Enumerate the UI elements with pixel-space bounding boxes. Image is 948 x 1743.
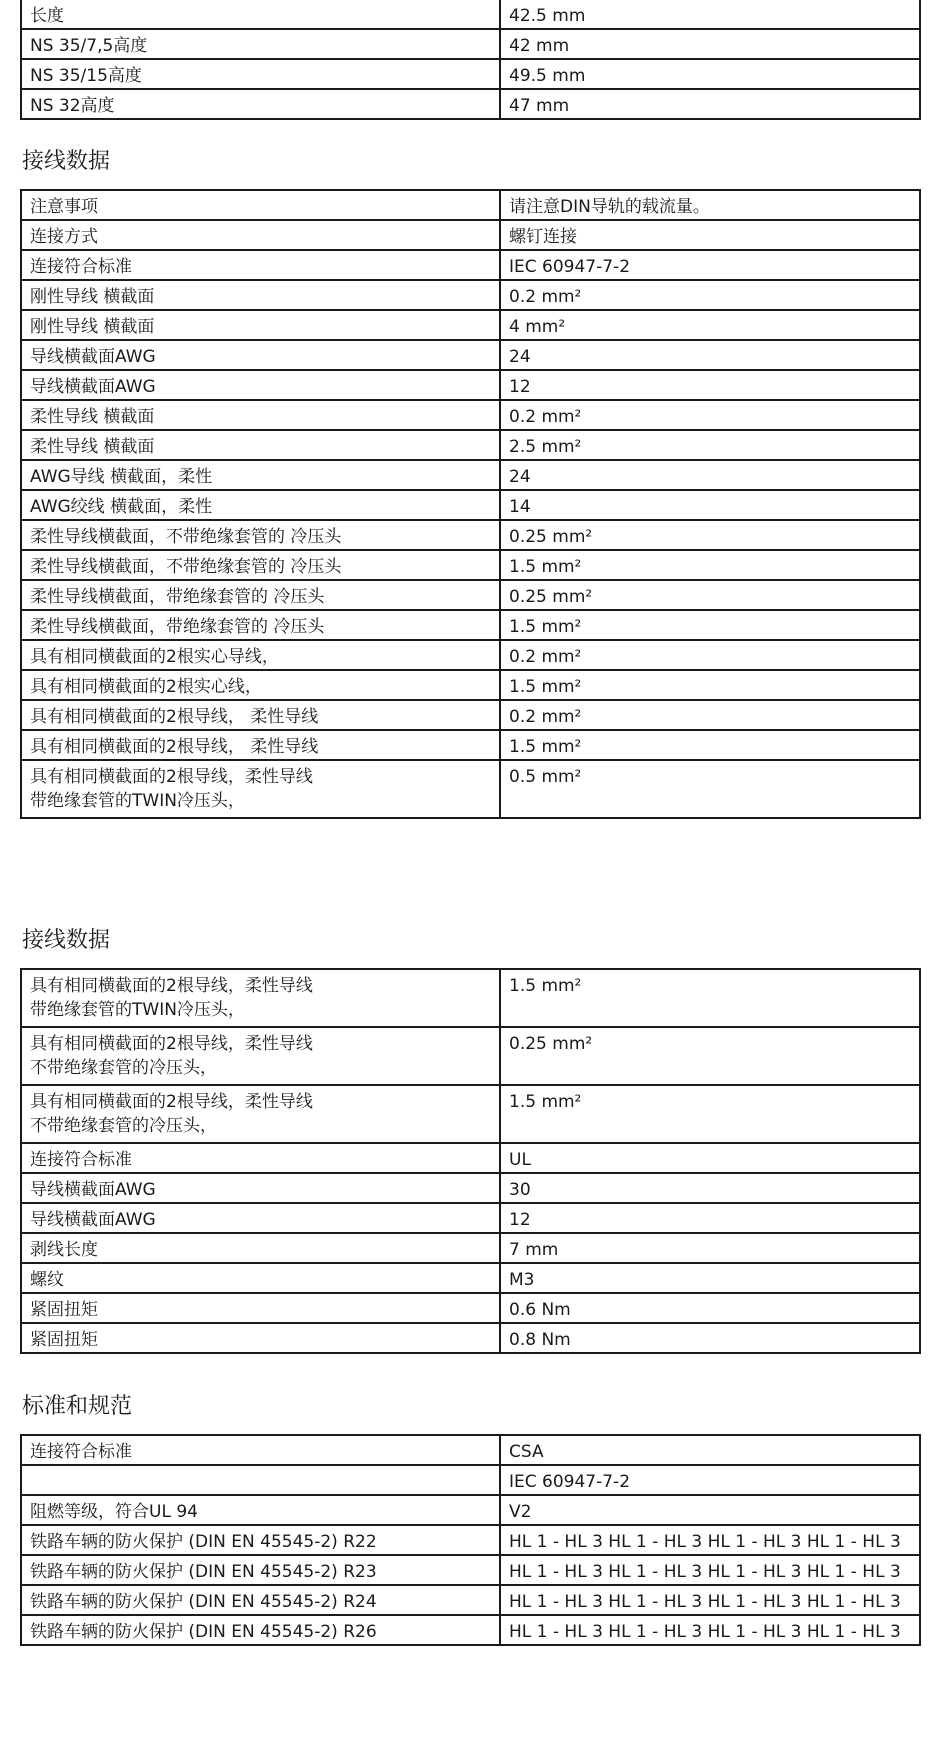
row-label: 长度 [21,0,500,29]
table-row [21,1233,920,1263]
table-row [21,520,920,550]
table-row [21,59,920,89]
row-value: 0.8 Nm [500,1323,920,1353]
row-label: 紧固扭矩 [21,1293,500,1323]
row-label: 刚性导线 横截面 [21,310,500,340]
row-label: 螺纹 [21,1263,500,1293]
row-value: 1.5 mm² [500,550,920,580]
table-row [21,29,920,59]
row-label-line-2: 带绝缘套管的TWIN冷压头， [30,1000,245,1020]
row-label-line-1: 具有相同横截面的2根导线，柔性导线 [30,1034,313,1054]
table-row [21,1495,920,1525]
row-value: 0.25 mm² [500,520,920,550]
row-value: 0.2 mm² [500,640,920,670]
table-row [21,1525,920,1555]
row-value: 1.5 mm² [500,730,920,760]
table-row [21,220,920,250]
row-value: HL 1 - HL 3 HL 1 - HL 3 HL 1 - HL 3 HL 1 - HL 3 [500,1615,920,1645]
row-value: 4 mm² [500,310,920,340]
row-value: 24 [500,340,920,370]
row-label: 导线横截面AWG [21,370,500,400]
table-row [21,670,920,700]
row-value: 0.2 mm² [500,700,920,730]
row-label: 柔性导线横截面，不带绝缘套管的 冷压头 [21,520,500,550]
row-label: 柔性导线横截面，带绝缘套管的 冷压头 [21,580,500,610]
row-label: 连接方式 [21,220,500,250]
table-row [21,400,920,430]
table-row [21,640,920,670]
row-label: 剥线长度 [21,1233,500,1263]
standards-table [20,1434,921,1646]
table-row [21,1173,920,1203]
table-row [21,550,920,580]
row-label [21,969,500,1027]
table-row [21,1465,920,1495]
row-label-line-2: 不带绝缘套管的冷压头， [30,1058,217,1078]
row-label [21,760,500,818]
row-value: 42.5 mm [500,0,920,29]
row-value: IEC 60947-7-2 [500,250,920,280]
table-row [21,280,920,310]
table-row [21,1085,920,1143]
row-value: 47 mm [500,89,920,119]
row-label: 具有相同横截面的2根导线， 柔性导线 [21,700,500,730]
table-row [21,0,920,29]
row-label: AWG导线 横截面，柔性 [21,460,500,490]
row-label-line-1: 具有相同横截面的2根导线，柔性导线 [30,1092,313,1112]
row-label: NS 35/7,5高度 [21,29,500,59]
table-row [21,1585,920,1615]
table-row [21,490,920,520]
table-row [21,190,920,220]
row-value: 0.5 mm² [500,760,920,818]
row-value: HL 1 - HL 3 HL 1 - HL 3 HL 1 - HL 3 HL 1 - HL 3 [500,1555,920,1585]
connection-data-table [20,189,921,819]
row-value: CSA [500,1435,920,1465]
row-label: 柔性导线横截面，带绝缘套管的 冷压头 [21,610,500,640]
row-label [21,1085,500,1143]
row-label-line-2: 不带绝缘套管的冷压头， [30,1116,217,1136]
row-value: M3 [500,1263,920,1293]
table-row [21,1435,920,1465]
row-label: 阻燃等级，符合UL 94 [21,1495,500,1525]
row-label-line-1: 具有相同横截面的2根导线，柔性导线 [30,767,313,787]
table-row [21,370,920,400]
row-label: AWG绞线 横截面，柔性 [21,490,500,520]
row-label: 导线横截面AWG [21,340,500,370]
row-value: 0.25 mm² [500,580,920,610]
row-value: HL 1 - HL 3 HL 1 - HL 3 HL 1 - HL 3 HL 1 - HL 3 [500,1525,920,1555]
row-value: UL [500,1143,920,1173]
row-value: 请注意DIN导轨的载流量。 [500,190,920,220]
row-value: IEC 60947-7-2 [500,1465,920,1495]
table-row [21,610,920,640]
row-value: 1.5 mm² [500,670,920,700]
table-row [21,1027,920,1085]
section-title-standards: 标准和规范 [22,1394,133,1419]
row-value: 0.2 mm² [500,400,920,430]
row-label-line-2: 带绝缘套管的TWIN冷压头， [30,791,245,811]
row-value: 0.25 mm² [500,1027,920,1085]
section-title-connection-data-2: 接线数据 [22,928,111,953]
dimensions-table [20,0,921,120]
row-label [21,1465,500,1495]
section-title-connection-data: 接线数据 [22,149,111,174]
row-label: 铁路车辆的防火保护 (DIN EN 45545-2) R24 [21,1585,500,1615]
table-row [21,250,920,280]
table-row [21,1143,920,1173]
row-value: 0.6 Nm [500,1293,920,1323]
table-row [21,1615,920,1645]
row-label: 柔性导线 横截面 [21,400,500,430]
table-row [21,89,920,119]
row-label: 紧固扭矩 [21,1323,500,1353]
row-label: 铁路车辆的防火保护 (DIN EN 45545-2) R23 [21,1555,500,1585]
row-value: HL 1 - HL 3 HL 1 - HL 3 HL 1 - HL 3 HL 1 - HL 3 [500,1585,920,1615]
table-row [21,580,920,610]
row-label: 连接符合标准 [21,250,500,280]
row-value: 螺钉连接 [500,220,920,250]
row-label: 连接符合标准 [21,1435,500,1465]
row-value: 24 [500,460,920,490]
table-row [21,460,920,490]
row-label: 刚性导线 横截面 [21,280,500,310]
row-label-line-1: 具有相同横截面的2根导线，柔性导线 [30,976,313,996]
table-row [21,760,920,818]
table-row [21,310,920,340]
table-row [21,700,920,730]
table-row [21,730,920,760]
row-label: 铁路车辆的防火保护 (DIN EN 45545-2) R26 [21,1615,500,1645]
table-row [21,1555,920,1585]
row-label: 导线横截面AWG [21,1173,500,1203]
row-value: 1.5 mm² [500,969,920,1027]
row-value: 12 [500,370,920,400]
row-label: NS 32高度 [21,89,500,119]
row-value: V2 [500,1495,920,1525]
row-value: 30 [500,1173,920,1203]
row-value: 49.5 mm [500,59,920,89]
row-label: 导线横截面AWG [21,1203,500,1233]
row-label: NS 35/15高度 [21,59,500,89]
row-value: 14 [500,490,920,520]
row-label: 铁路车辆的防火保护 (DIN EN 45545-2) R22 [21,1525,500,1555]
table-row [21,1293,920,1323]
row-value: 42 mm [500,29,920,59]
row-value: 12 [500,1203,920,1233]
table-row [21,969,920,1027]
table-row [21,1323,920,1353]
table-row [21,340,920,370]
row-label: 连接符合标准 [21,1143,500,1173]
row-value: 1.5 mm² [500,610,920,640]
row-label: 具有相同横截面的2根实心导线， [21,640,500,670]
row-value: 1.5 mm² [500,1085,920,1143]
table-row [21,1263,920,1293]
row-label: 具有相同横截面的2根实心线， [21,670,500,700]
row-label: 柔性导线横截面，不带绝缘套管的 冷压头 [21,550,500,580]
row-label: 具有相同横截面的2根导线， 柔性导线 [21,730,500,760]
table-row [21,1203,920,1233]
row-value: 7 mm [500,1233,920,1263]
row-value: 2.5 mm² [500,430,920,460]
table-row [21,430,920,460]
row-label: 柔性导线 横截面 [21,430,500,460]
connection-data-table-2 [20,968,921,1354]
row-label [21,1027,500,1085]
row-label: 注意事项 [21,190,500,220]
row-value: 0.2 mm² [500,280,920,310]
